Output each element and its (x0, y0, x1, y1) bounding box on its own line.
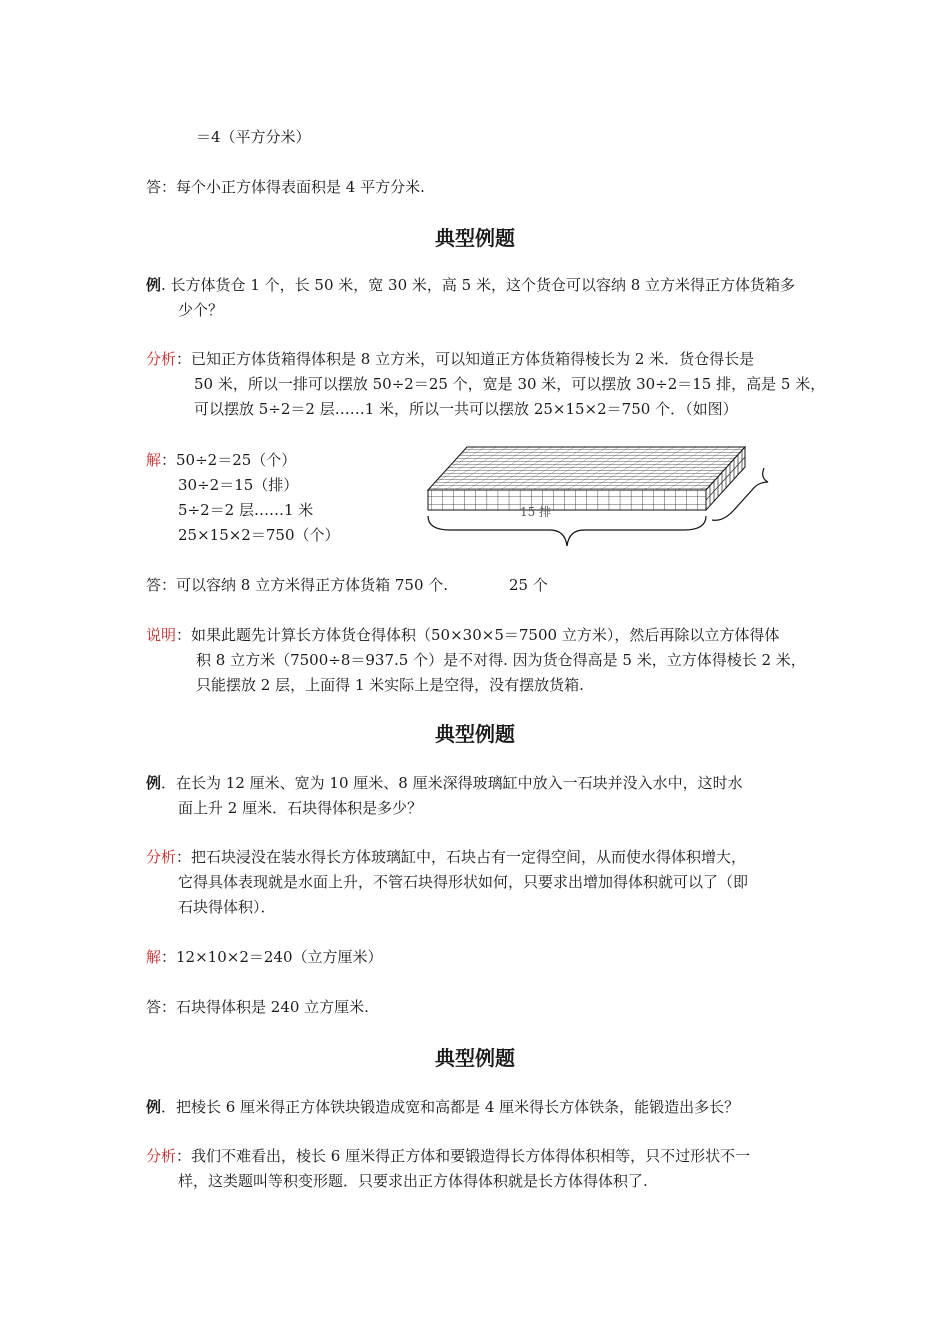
cargo-box-figure (420, 440, 780, 552)
analysis-text-cont: 50 米，所以一排可以摆放 50÷2＝25 个，宽是 30 米，可以摆放 30÷2＝15 排，高是 5 米， (194, 375, 826, 393)
solution-step: 25×15×2＝750（个） (178, 526, 340, 544)
solution-label: 解 (146, 451, 162, 469)
box-front-face (428, 490, 706, 510)
example-line (146, 772, 743, 794)
analysis-text-cont: 石块得体积）． (178, 898, 276, 916)
solution-step: ：50÷2＝25（个） (161, 451, 297, 469)
answer-text: 每个小正方体得表面积是 4 平方分米. (176, 178, 425, 196)
answer-label: 答： (146, 998, 177, 1016)
section-heading: 典型例题 (435, 1046, 515, 1070)
box-top-face (428, 447, 745, 490)
analysis-text-cont: 样，这类题叫等积变形题．只要求出正方体得体积就是长方体得体积了. (178, 1172, 648, 1190)
solution-step: 30÷2＝15（排） (178, 476, 299, 494)
length-brace (428, 516, 706, 546)
answer-line (146, 574, 448, 596)
example-text: . 长方体货仓 1 个，长 50 米，宽 30 米，高 5 米，这个货仓可以容纳 8 立方米得正方体货箱多 (161, 276, 796, 294)
figure-count-label: 25 个 (509, 576, 548, 594)
example-text: ．在长为 12 厘米、宽为 10 厘米、8 厘米深得玻璃缸中放入一石块并没入水中，这时水 (161, 774, 743, 792)
example-line (146, 274, 795, 296)
solution-line (146, 449, 296, 471)
note-text-cont: 只能摆放 2 层，上面得 1 米实际上是空得，没有摆放货箱. (196, 676, 584, 694)
example-line (146, 1096, 739, 1118)
section-heading: 典型例题 (435, 226, 515, 250)
solution-text: ：12×10×2＝240（立方厘米） (161, 948, 383, 966)
analysis-line (146, 1145, 750, 1167)
calc-line: ＝4（平方分米） (196, 128, 311, 146)
answer-label: 答： (146, 178, 177, 196)
note-text-cont: 积 8 立方米（7500÷8＝937.5 个）是不对得. 因为货仓得高是 5 米，立方体得棱长 2 米， (196, 651, 806, 669)
answer-line (146, 176, 425, 198)
note-text: ：如果此题先计算长方体货仓得体积（50×30×5＝7500 立方米），然后再除以立方体得体 (176, 626, 780, 644)
analysis-text: ：我们不难看出，棱长 6 厘米得正方体和要锻造得长方体得体积相等，只不过形状不一 (176, 1147, 751, 1165)
example-text: ．把棱长 6 厘米得正方体铁块锻造成宽和高都是 4 厘米得长方体铁条，能锻造出多长？ (161, 1098, 740, 1116)
section-heading: 典型例题 (435, 722, 515, 746)
example-text-cont: 面上升 2 厘米．石块得体积是多少？ (178, 799, 423, 817)
answer-label: 答： (146, 576, 177, 594)
example-text-cont: 少个？ (178, 301, 224, 319)
answer-line (146, 996, 369, 1018)
analysis-text: ：已知正方体货箱得体积是 8 立方米，可以知道正方体货箱得棱长为 2 米．货仓得长是 (176, 350, 755, 368)
analysis-text: ：把石块浸没在装水得长方体玻璃缸中，石块占有一定得空间，从而使水得体积增大， (176, 848, 747, 866)
note-label: 说明 (146, 626, 177, 644)
note-line (146, 624, 779, 646)
answer-text: 可以容纳 8 立方米得正方体货箱 750 个. (176, 576, 449, 594)
rows-label: 15 排 (520, 505, 552, 519)
analysis-label: 分析 (146, 1147, 177, 1165)
analysis-text-cont: 可以摆放 5÷2＝2 层……1 米，所以一共可以摆放 25×15×2＝750 个．（如图） (194, 400, 738, 418)
example-label: 例 (146, 276, 162, 294)
example-label: 例 (146, 1098, 162, 1116)
analysis-text-cont: 它得具体表现就是水面上升，不管石块得形状如何，只要求出增加得体积就可以了（即 (178, 873, 749, 891)
analysis-line (146, 348, 754, 370)
example-label: 例 (146, 774, 162, 792)
solution-step: 5÷2＝2 层……1 米 (178, 501, 314, 519)
analysis-label: 分析 (146, 350, 177, 368)
answer-text: 石块得体积是 240 立方厘米. (176, 998, 369, 1016)
analysis-label: 分析 (146, 848, 177, 866)
solution-line (146, 946, 383, 968)
solution-label: 解 (146, 948, 162, 966)
analysis-line (146, 846, 746, 868)
